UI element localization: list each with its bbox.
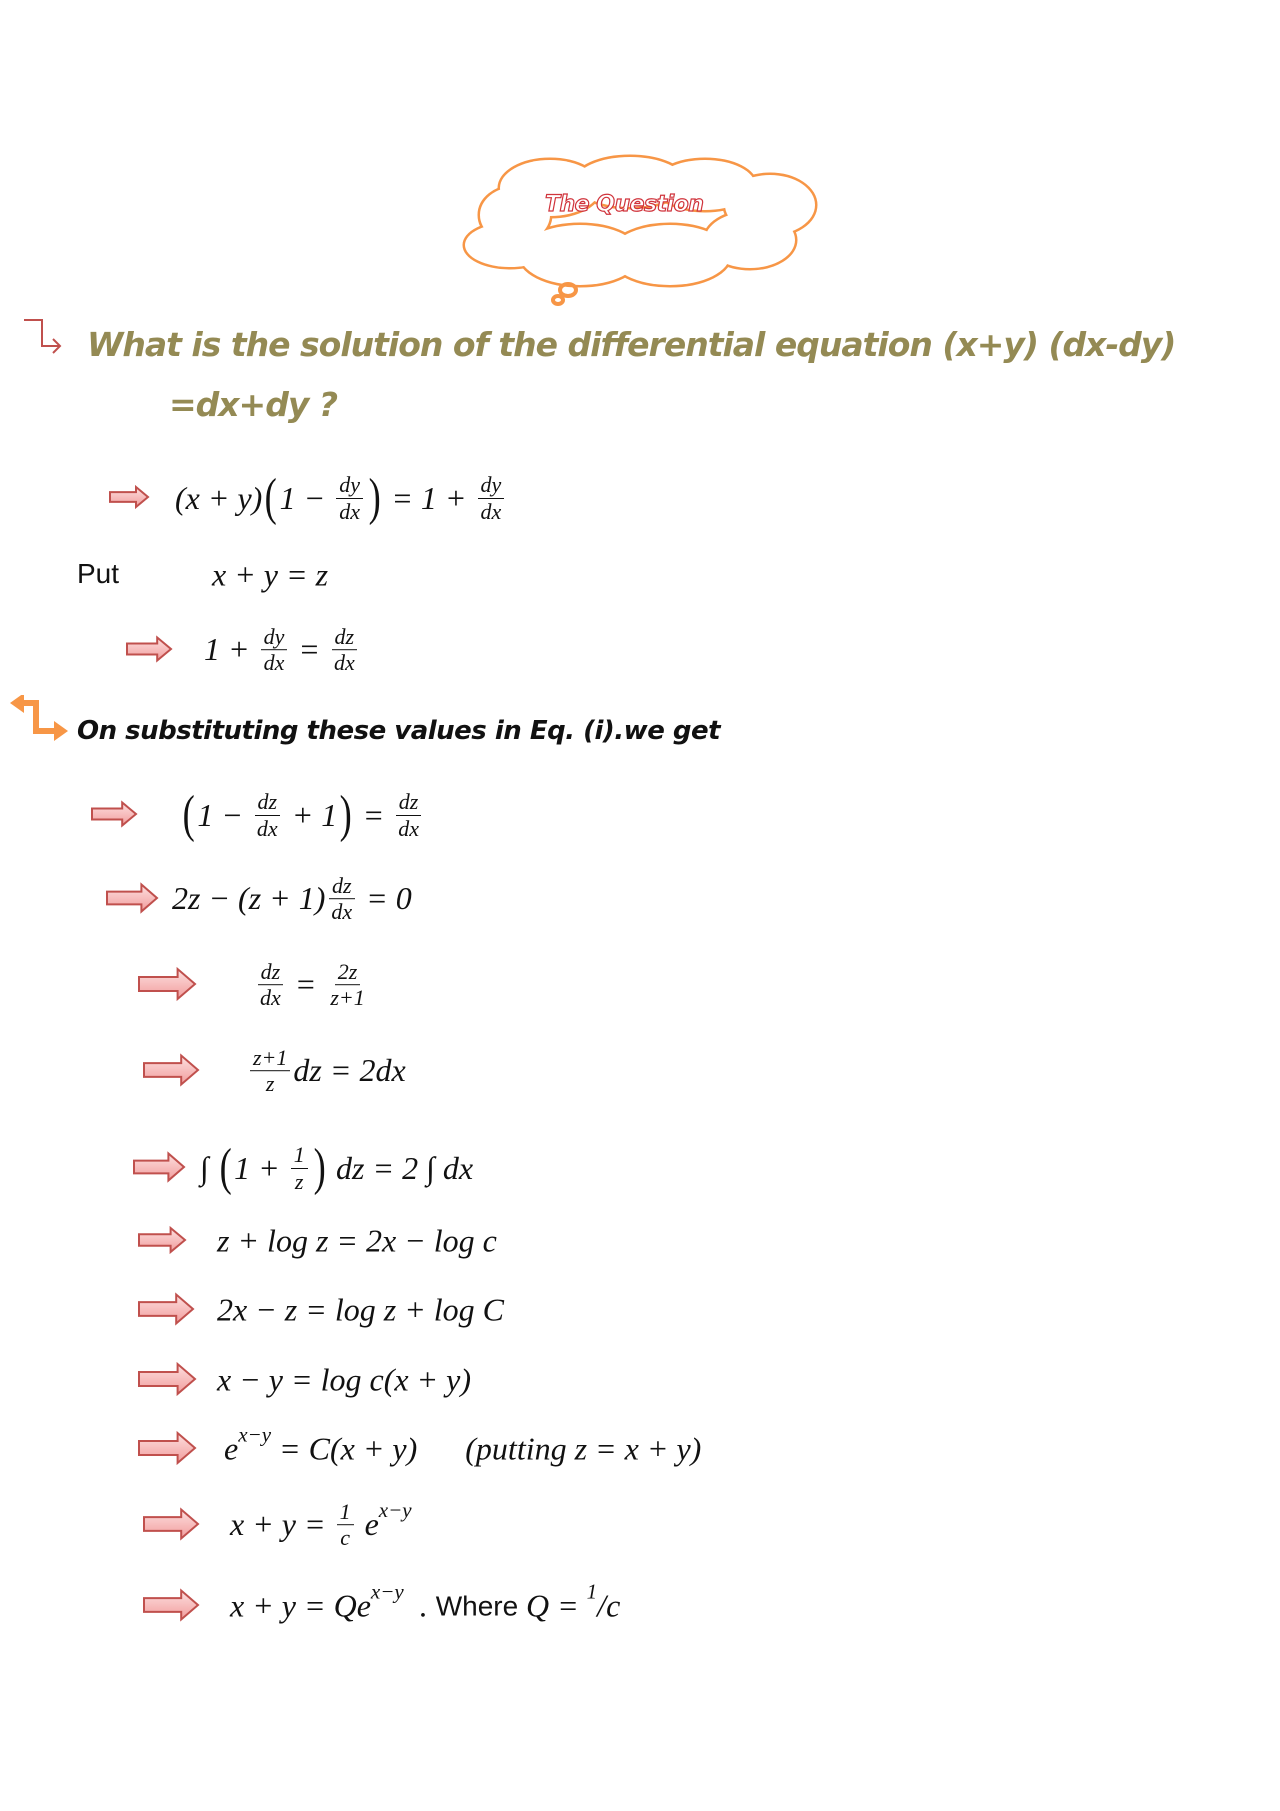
- right-arrow-icon: [108, 484, 152, 512]
- numerator: dy: [478, 472, 505, 498]
- math-text: .: [403, 1587, 436, 1624]
- numerator: dz: [255, 789, 281, 815]
- fraction: [250, 1045, 290, 1097]
- math-text: x + y =: [230, 1506, 334, 1543]
- equation-step: [217, 1292, 504, 1329]
- right-arrow-icon: [137, 966, 199, 1004]
- fraction: [261, 624, 288, 676]
- right-arrow-icon: [137, 1225, 189, 1257]
- parenthesis: (: [182, 786, 195, 843]
- math-text: 2z − (z + 1): [172, 880, 326, 917]
- parenthesis: (: [264, 469, 278, 526]
- parenthesis: ): [313, 1139, 326, 1196]
- math-text: + 1: [283, 796, 338, 833]
- numerator: dy: [336, 472, 363, 498]
- math-text: = 0: [358, 880, 412, 917]
- numerator: z+1: [250, 1045, 290, 1071]
- equation-step: [230, 1499, 412, 1551]
- equation-step: [230, 1579, 621, 1625]
- bent-arrow-icon: [22, 318, 66, 354]
- numerator: 1: [291, 1142, 308, 1168]
- math-text: 1 −: [197, 796, 251, 833]
- right-arrow-icon: [105, 882, 161, 917]
- equation-step: [204, 624, 361, 676]
- math-text: =: [354, 796, 393, 833]
- denominator: dx: [398, 815, 419, 841]
- equation-step: [217, 1223, 497, 1260]
- right-arrow-icon: [137, 1430, 199, 1468]
- math-text: =: [286, 966, 325, 1003]
- math-text: dz = 2dx: [293, 1052, 406, 1089]
- math-text: =: [290, 631, 328, 668]
- right-arrow-icon: [142, 1053, 202, 1090]
- equation-step: [200, 1139, 474, 1196]
- denominator: z: [294, 1168, 304, 1194]
- right-arrow-icon: [142, 1507, 202, 1544]
- math-text: 1 −: [279, 479, 334, 516]
- superscript: 1: [586, 1579, 598, 1604]
- numerator: dz: [258, 959, 284, 985]
- fraction: [327, 959, 367, 1011]
- right-arrow-icon: [137, 1361, 199, 1399]
- math-text: = C(x + y): [271, 1430, 418, 1467]
- fraction: [395, 789, 422, 841]
- math-text: e: [224, 1430, 239, 1467]
- denominator: dx: [339, 498, 360, 524]
- right-arrow-icon: [125, 635, 175, 666]
- cloud-title: The Question: [545, 192, 704, 217]
- math-text: x + y = Qe: [230, 1587, 371, 1624]
- parenthesis: (: [219, 1139, 232, 1196]
- math-text: z + log z = 2x − log c: [217, 1222, 497, 1259]
- denominator: dx: [256, 815, 278, 841]
- numerator: 1: [337, 1499, 354, 1525]
- math-text: = 1 +: [383, 479, 475, 516]
- numerator: dz: [329, 873, 355, 899]
- right-arrow-icon: [90, 800, 140, 831]
- right-arrow-icon: [142, 1588, 202, 1625]
- fraction: [257, 959, 284, 1011]
- math-text: Q =: [525, 1587, 587, 1624]
- math-text: dz = 2 ∫ dx: [328, 1149, 474, 1186]
- parenthesis: ): [368, 469, 381, 526]
- equation-step: [224, 1422, 702, 1468]
- denominator: z: [265, 1071, 275, 1097]
- denominator: dx: [331, 899, 353, 925]
- put-equation: x + y = z: [212, 556, 329, 593]
- equation-step: [180, 786, 425, 843]
- denominator: dx: [480, 498, 502, 524]
- math-text: /c: [597, 1587, 621, 1624]
- math-text: ∫: [200, 1149, 217, 1186]
- denominator: dx: [333, 650, 355, 676]
- math-text: x − y = log c(x + y): [217, 1361, 471, 1398]
- denominator: dx: [263, 650, 285, 676]
- fraction: [331, 624, 358, 676]
- denominator: c: [340, 1525, 350, 1551]
- put-label: Put: [77, 558, 120, 589]
- numerator: dy: [261, 624, 288, 650]
- upright-text: Where: [435, 1590, 526, 1621]
- numerator: dz: [396, 789, 422, 815]
- superscript: x−y: [238, 1422, 272, 1447]
- equation-step: [172, 873, 412, 925]
- equation-step: [175, 469, 507, 526]
- fraction: [328, 873, 355, 925]
- fraction: [291, 1142, 308, 1194]
- fraction: [254, 789, 281, 841]
- equation-step: [254, 959, 371, 1011]
- question-line-2: =dx+dy ?: [169, 385, 337, 424]
- denominator: z+1: [330, 985, 365, 1011]
- denominator: dx: [260, 985, 281, 1011]
- equation-step: [247, 1045, 406, 1097]
- superscript: x−y: [378, 1498, 412, 1523]
- question-line-1: What is the solution of the differential equation (x+y) (dx-dy): [87, 325, 1176, 364]
- numerator: 2z: [335, 959, 361, 985]
- math-text: 1 +: [234, 1149, 288, 1186]
- orange-turn-arrow-icon: [8, 695, 70, 745]
- math-text: e: [356, 1506, 379, 1543]
- numerator: dz: [332, 624, 358, 650]
- fraction: [336, 472, 363, 524]
- parenthesis: ): [339, 786, 353, 843]
- right-arrow-icon: [132, 1151, 188, 1186]
- right-arrow-icon: [137, 1292, 197, 1329]
- math-text: (putting z = x + y): [417, 1430, 702, 1467]
- superscript: x−y: [370, 1579, 404, 1604]
- math-text: 1 +: [204, 631, 258, 668]
- fraction: [337, 1499, 354, 1551]
- substitution-text: On substituting these values in Eq. (i).we get: [77, 716, 721, 746]
- fraction: [478, 472, 505, 524]
- equation-step: [217, 1362, 471, 1399]
- cloud-callout: [440, 150, 860, 310]
- math-text: 2x − z = log z + log C: [217, 1291, 505, 1328]
- math-text: (x + y): [175, 479, 263, 516]
